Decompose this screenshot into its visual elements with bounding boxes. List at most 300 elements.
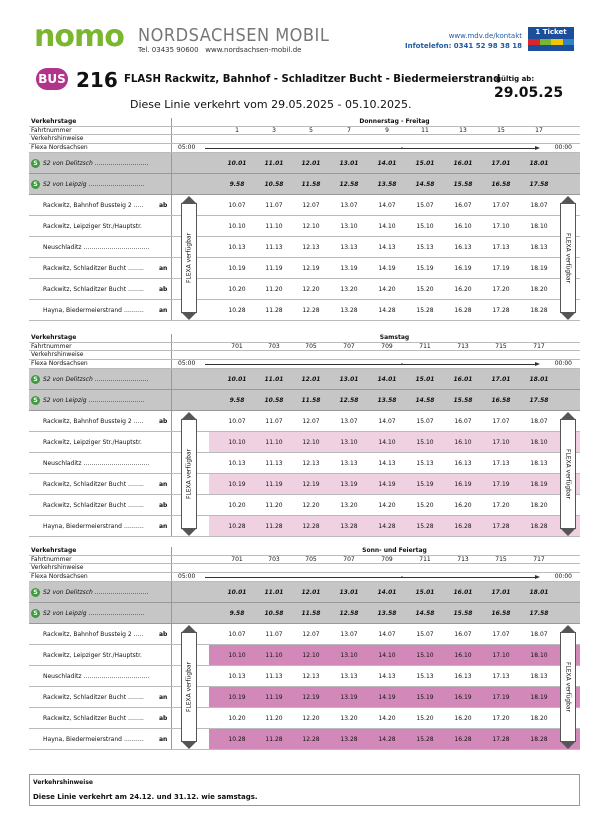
time-cell: 18.07 [530, 417, 548, 425]
time-cell: 13.10 [340, 222, 358, 230]
stop-name: Rackwitz, Bahnhof Bussteig 2 ….. [43, 201, 144, 209]
time-cell: 7 [347, 126, 351, 134]
stop-mark: ab [159, 201, 168, 209]
time-cell: 17.07 [492, 417, 510, 425]
sbahn-name: S2 von Delitzsch ……………………… [43, 588, 149, 596]
time-cell: 10.13 [228, 243, 246, 251]
time-cell: 11.10 [265, 651, 283, 659]
time-cell: 13.20 [340, 501, 358, 509]
time-cell: 17.01 [491, 588, 511, 596]
contact-left [138, 46, 301, 54]
column-divider [171, 118, 172, 126]
line-number: 216 [76, 68, 118, 92]
nomo-logo: nomo [34, 19, 124, 54]
time-cell: 711 [419, 342, 431, 350]
time-cell: 14.07 [378, 417, 396, 425]
time-cell: 12.58 [339, 180, 359, 188]
time-cell: 14.19 [378, 264, 396, 272]
flexa-available-text: FLEXA verfügbar [564, 232, 572, 283]
verkehrstage-label: Verkehrstage [31, 334, 77, 341]
time-cell: 11.01 [264, 588, 284, 596]
time-cell: 13.01 [339, 159, 359, 167]
time-cell: 17.13 [492, 672, 510, 680]
flexa-dash: - [401, 572, 404, 580]
stop-name: Rackwitz, Schladitzer Bucht …….. [43, 714, 144, 722]
column-divider [171, 153, 172, 173]
time-cell: 14.19 [378, 693, 396, 701]
time-cell: 713 [457, 555, 469, 563]
time-cell: 10.20 [228, 714, 246, 722]
stop-row [29, 195, 580, 216]
time-cell: 10.01 [227, 375, 247, 383]
time-cell: 705 [305, 342, 317, 350]
timetable-section [29, 118, 580, 321]
column-divider [171, 195, 172, 215]
infotelefon: Infotelefon: 0341 52 98 38 18 [405, 42, 522, 50]
time-cell: 9 [385, 126, 389, 134]
time-cell: 703 [268, 555, 280, 563]
time-cell: 18.28 [530, 306, 548, 314]
column-divider [171, 351, 172, 359]
time-cell: 13.13 [340, 672, 358, 680]
time-cell: 16.19 [454, 480, 472, 488]
stop-name: Rackwitz, Schladitzer Bucht …….. [43, 264, 144, 272]
valid-from-label: gültig ab: [496, 75, 535, 83]
time-cell: 9.58 [229, 609, 245, 617]
website-link[interactable]: www.nordsachsen-mobil.de [205, 46, 302, 54]
time-cell: 14.01 [377, 588, 397, 596]
column-divider [171, 334, 172, 342]
stop-row [29, 645, 580, 666]
time-cell: 18.13 [530, 672, 548, 680]
mdv-contact-link[interactable]: www.mdv.de/kontakt [448, 32, 522, 40]
time-cell: 12.07 [302, 201, 320, 209]
time-cell: 709 [381, 555, 393, 563]
column-divider [171, 547, 172, 555]
time-cell: 16.01 [453, 375, 473, 383]
sbahn-label [31, 588, 149, 597]
time-cell: 12.10 [302, 651, 320, 659]
sbahn-row [29, 369, 580, 390]
time-cell: 15.13 [416, 459, 434, 467]
sbahn-row [29, 582, 580, 603]
flexa-arrow [205, 148, 537, 149]
time-cell: 14.10 [378, 222, 396, 230]
time-cell: 10.28 [228, 306, 246, 314]
time-cell: 16.01 [453, 159, 473, 167]
time-cell: 18.20 [530, 714, 548, 722]
time-cell: 14.20 [378, 501, 396, 509]
fahrtnummer-label: Fahrtnummer [31, 342, 72, 350]
validity-text: Diese Linie verkehrt vom 29.05.2025 - 05.10.2025. [130, 98, 412, 111]
sbahn-icon: S [31, 396, 40, 405]
time-cell: 18.20 [530, 285, 548, 293]
stop-name: Rackwitz, Schladitzer Bucht …….. [43, 480, 144, 488]
line-title: FLASH Rackwitz, Bahnhof - Schladitzer Bucht - Biedermeierstrand [124, 72, 501, 85]
column-divider [171, 135, 172, 143]
time-cell: 17.58 [529, 396, 549, 404]
time-cell: 14.01 [377, 375, 397, 383]
brand-name: NORDSACHSEN MOBIL [138, 25, 330, 46]
time-cell: 17.20 [492, 285, 510, 293]
stop-name: Neuschladitz …………………………… [43, 243, 150, 251]
time-cell: 11.13 [265, 672, 283, 680]
time-cell: 5 [309, 126, 313, 134]
time-cell: 18.28 [530, 522, 548, 530]
time-cell: 3 [272, 126, 276, 134]
time-cell: 17 [535, 126, 543, 134]
flexa-start-time: 05:00 [178, 143, 196, 151]
time-cell: 11.58 [301, 396, 321, 404]
flexa-row [29, 144, 580, 153]
column-divider [171, 645, 172, 665]
time-cell: 16.13 [454, 459, 472, 467]
flexa-label: Flexa Nordsachsen [31, 572, 88, 580]
time-cell: 18.19 [530, 264, 548, 272]
time-cell: 11.07 [265, 630, 283, 638]
time-cell: 9.58 [229, 396, 245, 404]
stop-mark: ab [159, 285, 168, 293]
fahrtnummer-row [29, 556, 580, 565]
stop-name: Rackwitz, Schladitzer Bucht …….. [43, 501, 144, 509]
column-divider [171, 174, 172, 194]
column-divider [171, 556, 172, 564]
time-cell: 11.13 [265, 459, 283, 467]
flexa-row [29, 360, 580, 369]
column-divider [171, 343, 172, 351]
time-cell: 13.20 [340, 285, 358, 293]
stop-name: Rackwitz, Bahnhof Bussteig 2 ….. [43, 417, 144, 425]
time-cell: 11.20 [265, 501, 283, 509]
column-divider [171, 279, 172, 299]
flexa-available-right [560, 632, 576, 742]
phone-number: Tel. 03435 90600 [138, 46, 199, 54]
time-cell: 17.28 [492, 522, 510, 530]
ticket-color-2 [551, 39, 563, 45]
time-cell: 18.13 [530, 243, 548, 251]
time-cell: 17.20 [492, 714, 510, 722]
sbahn-label [31, 375, 149, 384]
time-cell: 16.19 [454, 693, 472, 701]
verkehrstage-row [29, 334, 580, 343]
time-cell: 11 [421, 126, 429, 134]
time-cell: 9.58 [229, 180, 245, 188]
stop-name: Hayna, Biedermeierstrand ………. [43, 306, 144, 314]
time-cell: 16.20 [454, 714, 472, 722]
time-cell: 15.19 [416, 480, 434, 488]
sbahn-icon: S [31, 375, 40, 384]
verkehrshinweise-row [29, 135, 580, 144]
day-label: Samstag [379, 334, 410, 341]
stop-row [29, 729, 580, 750]
time-cell: 17.58 [529, 180, 549, 188]
stop-row [29, 666, 580, 687]
flexa-available-text: FLEXA verfügbar [564, 661, 572, 712]
stop-name: Rackwitz, Schladitzer Bucht …….. [43, 285, 144, 293]
stop-mark: an [159, 522, 168, 530]
time-cell: 16.28 [454, 306, 472, 314]
time-cell: 13.07 [340, 201, 358, 209]
flexa-label: Flexa Nordsachsen [31, 143, 88, 151]
time-cell: 11.13 [265, 243, 283, 251]
time-cell: 12.20 [302, 501, 320, 509]
sbahn-label [31, 180, 144, 189]
contact-right [405, 31, 522, 51]
time-cell: 12.10 [302, 438, 320, 446]
time-cell: 10.13 [228, 459, 246, 467]
sbahn-row [29, 174, 580, 195]
stop-name: Neuschladitz …………………………… [43, 459, 150, 467]
time-cell: 15.19 [416, 693, 434, 701]
time-cell: 11.19 [265, 693, 283, 701]
time-cell: 10.58 [264, 609, 284, 617]
time-cell: 15.28 [416, 735, 434, 743]
time-cell: 16.58 [491, 396, 511, 404]
column-divider [171, 582, 172, 602]
time-cell: 14.10 [378, 651, 396, 659]
time-cell: 17.10 [492, 222, 510, 230]
time-cell: 14.58 [415, 180, 435, 188]
time-cell: 14.07 [378, 201, 396, 209]
time-cell: 13.20 [340, 714, 358, 722]
stop-row [29, 300, 580, 321]
time-cell: 16.20 [454, 285, 472, 293]
time-cell: 16.58 [491, 609, 511, 617]
time-cell: 13.58 [377, 609, 397, 617]
stop-mark: ab [159, 417, 168, 425]
column-divider [171, 603, 172, 623]
time-cell: 17.58 [529, 609, 549, 617]
time-cell: 15.58 [453, 180, 473, 188]
time-cell: 12.20 [302, 285, 320, 293]
time-cell: 10.28 [228, 522, 246, 530]
time-cell: 16.19 [454, 264, 472, 272]
stop-mark: an [159, 306, 168, 314]
sbahn-label [31, 396, 144, 405]
footer-notes [29, 774, 580, 806]
time-cell: 15.20 [416, 285, 434, 293]
time-cell: 17.19 [492, 264, 510, 272]
fahrtnummer-row [29, 127, 580, 136]
time-cell: 15.07 [416, 417, 434, 425]
time-cell: 11.07 [265, 417, 283, 425]
sbahn-name: S2 von Leipzig ………………………. [43, 396, 145, 404]
time-cell: 14.58 [415, 609, 435, 617]
time-cell: 11.07 [265, 201, 283, 209]
time-cell: 11.01 [264, 375, 284, 383]
column-divider [171, 729, 172, 749]
column-divider [171, 390, 172, 410]
time-cell: 15.58 [453, 396, 473, 404]
flexa-dash: - [401, 359, 404, 367]
verkehrshinweise-label: Verkehrshinweise [31, 351, 84, 358]
verkehrshinweise-row [29, 564, 580, 573]
timetable-section [29, 334, 580, 537]
time-cell: 717 [533, 555, 545, 563]
column-divider [171, 516, 172, 536]
time-cell: 10.01 [227, 588, 247, 596]
time-cell: 17.28 [492, 306, 510, 314]
time-cell: 12.13 [302, 243, 320, 251]
stop-mark: ab [159, 501, 168, 509]
time-cell: 18.20 [530, 501, 548, 509]
flexa-available-right [560, 203, 576, 313]
time-cell: 14.19 [378, 480, 396, 488]
time-cell: 15.01 [415, 159, 435, 167]
time-cell: 18.10 [530, 651, 548, 659]
time-cell: 14.20 [378, 285, 396, 293]
time-cell: 12.58 [339, 396, 359, 404]
time-cell: 13.19 [340, 480, 358, 488]
flexa-available-text: FLEXA verfügbar [185, 448, 193, 499]
day-label: Donnerstag - Freitag [359, 118, 430, 125]
time-cell: 715 [495, 555, 507, 563]
time-cell: 12.13 [302, 672, 320, 680]
time-cell: 12.19 [302, 264, 320, 272]
time-cell: 17.19 [492, 480, 510, 488]
sbahn-icon: S [31, 180, 40, 189]
flexa-available-text: FLEXA verfügbar [564, 448, 572, 499]
sbahn-icon: S [31, 588, 40, 597]
time-cell: 14.58 [415, 396, 435, 404]
time-cell: 15.10 [416, 651, 434, 659]
stop-mark: an [159, 264, 168, 272]
flexa-end-time: 00:00 [554, 143, 572, 151]
flexa-start-time: 05:00 [178, 359, 196, 367]
stop-row [29, 708, 580, 729]
time-cell: 711 [419, 555, 431, 563]
column-divider [171, 300, 172, 320]
time-cell: 15.07 [416, 201, 434, 209]
column-divider [171, 687, 172, 707]
flexa-available-right [560, 419, 576, 529]
time-cell: 18.10 [530, 222, 548, 230]
column-divider [171, 432, 172, 452]
ticket-color-strip [528, 39, 574, 45]
time-cell: 13.28 [340, 522, 358, 530]
time-cell: 13.01 [339, 588, 359, 596]
column-divider [171, 624, 172, 644]
ticket-color-0 [528, 39, 540, 45]
column-divider [171, 127, 172, 135]
sbahn-row [29, 153, 580, 174]
sbahn-name: S2 von Leipzig ………………………. [43, 609, 145, 617]
time-cell: 12.01 [301, 159, 321, 167]
flexa-available-left [181, 203, 197, 313]
column-divider [171, 411, 172, 431]
time-cell: 16.13 [454, 672, 472, 680]
stop-row [29, 411, 580, 432]
sbahn-label [31, 609, 144, 618]
ticket-color-3 [563, 39, 575, 45]
time-cell: 15.28 [416, 522, 434, 530]
time-cell: 10.28 [228, 735, 246, 743]
column-divider [171, 453, 172, 473]
time-cell: 11.28 [265, 735, 283, 743]
column-divider [171, 474, 172, 494]
time-cell: 707 [343, 555, 355, 563]
time-cell: 11.58 [301, 180, 321, 188]
time-cell: 15.07 [416, 630, 434, 638]
stop-name: Hayna, Biedermeierstrand ………. [43, 522, 144, 530]
stop-mark: ab [159, 630, 168, 638]
time-cell: 13.28 [340, 306, 358, 314]
time-cell: 16.10 [454, 222, 472, 230]
sbahn-icon: S [31, 159, 40, 168]
stop-name: Neuschladitz …………………………… [43, 672, 150, 680]
time-cell: 16.10 [454, 438, 472, 446]
flexa-available-left [181, 419, 197, 529]
column-divider [171, 237, 172, 257]
time-cell: 12.28 [302, 522, 320, 530]
time-cell: 12.20 [302, 714, 320, 722]
time-cell: 17.19 [492, 693, 510, 701]
time-cell: 13.58 [377, 396, 397, 404]
time-cell: 17.28 [492, 735, 510, 743]
time-cell: 16.10 [454, 651, 472, 659]
time-cell: 17.07 [492, 201, 510, 209]
bus-badge: BUS [36, 68, 68, 90]
flexa-available-text: FLEXA verfügbar [185, 232, 193, 283]
time-cell: 13.10 [340, 651, 358, 659]
time-cell: 18.28 [530, 735, 548, 743]
time-cell: 12.19 [302, 480, 320, 488]
flexa-row [29, 573, 580, 582]
time-cell: 13.01 [339, 375, 359, 383]
time-cell: 18.19 [530, 693, 548, 701]
time-cell: 10.58 [264, 396, 284, 404]
stop-mark: an [159, 480, 168, 488]
time-cell: 10.10 [228, 222, 246, 230]
stop-mark: an [159, 693, 168, 701]
time-cell: 10.19 [228, 264, 246, 272]
time-cell: 15.13 [416, 243, 434, 251]
time-cell: 15.20 [416, 501, 434, 509]
time-cell: 715 [495, 342, 507, 350]
time-cell: 12.28 [302, 306, 320, 314]
time-cell: 17.20 [492, 501, 510, 509]
time-cell: 11.20 [265, 714, 283, 722]
time-cell: 15 [497, 126, 505, 134]
time-cell: 15.20 [416, 714, 434, 722]
fahrtnummer-label: Fahrtnummer [31, 555, 72, 563]
ticket-color-1 [540, 39, 552, 45]
time-cell: 13.10 [340, 438, 358, 446]
time-cell: 12.19 [302, 693, 320, 701]
time-cell: 11.10 [265, 438, 283, 446]
flexa-start-time: 05:00 [178, 572, 196, 580]
flexa-available-left [181, 632, 197, 742]
time-cell: 18.01 [529, 159, 549, 167]
time-cell: 14.28 [378, 306, 396, 314]
stop-mark: an [159, 735, 168, 743]
time-cell: 12.07 [302, 417, 320, 425]
time-cell: 12.01 [301, 375, 321, 383]
fahrtnummer-row [29, 343, 580, 352]
time-cell: 701 [231, 342, 243, 350]
stop-name: Rackwitz, Bahnhof Bussteig 2 ….. [43, 630, 144, 638]
timetable-section [29, 547, 580, 750]
time-cell: 703 [268, 342, 280, 350]
verkehrshinweise-label: Verkehrshinweise [31, 564, 84, 571]
time-cell: 18.01 [529, 375, 549, 383]
time-cell: 18.10 [530, 438, 548, 446]
time-cell: 15.01 [415, 588, 435, 596]
time-cell: 16.13 [454, 243, 472, 251]
column-divider [171, 216, 172, 236]
footer-text: Diese Linie verkehrt am 24.12. und 31.12. wie samstags. [33, 793, 258, 801]
stop-name: Rackwitz, Schladitzer Bucht …….. [43, 693, 144, 701]
